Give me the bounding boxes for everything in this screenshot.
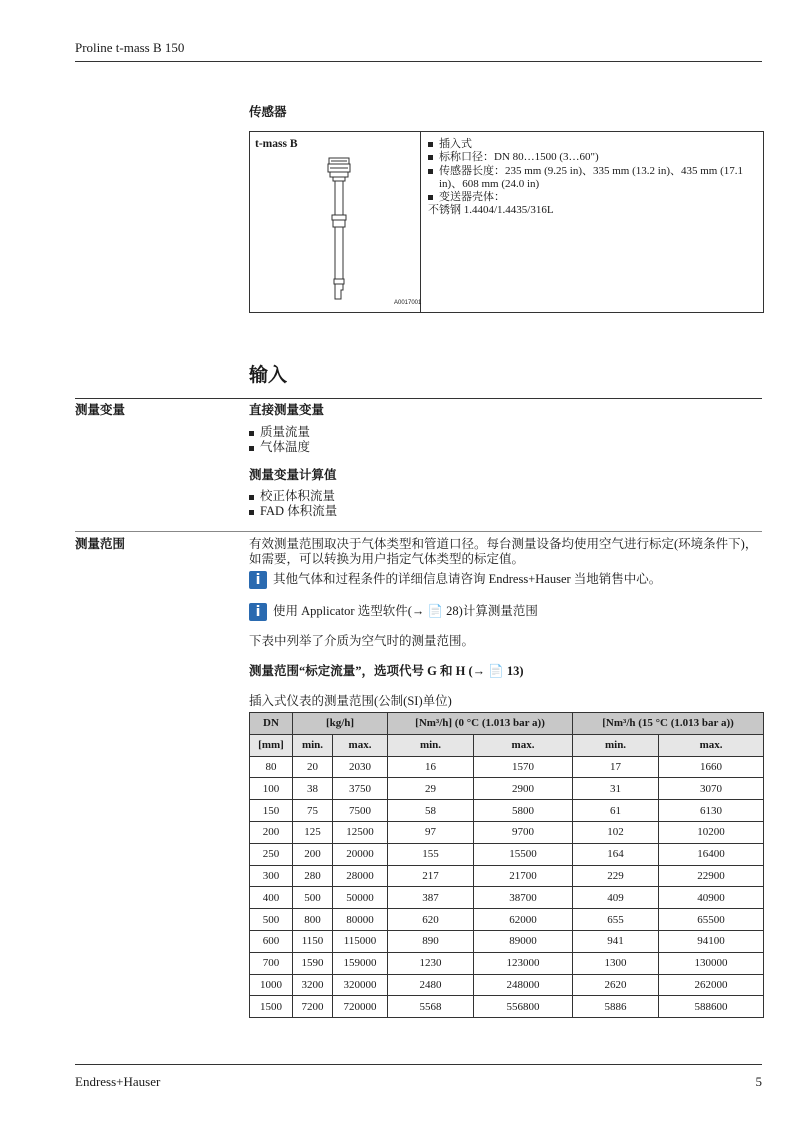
sensor-spec-item: 标称口径：DN 80…1500 (3…60"): [428, 151, 758, 164]
table-cell: 7500: [333, 800, 388, 822]
table-cell: 12500: [333, 821, 388, 843]
table-cell: 155: [388, 843, 474, 865]
table-cell: 65500: [659, 909, 764, 931]
header-nm3h-0c: [Nm³/h] (0 °C (1.013 bar a)): [388, 713, 573, 735]
table-cell: 3750: [333, 778, 388, 800]
subheader-cell: min.: [573, 734, 659, 756]
table-subheader-row: [250, 734, 764, 756]
table-cell: 58: [388, 800, 474, 822]
table-cell: 1590: [293, 952, 333, 974]
note-applicator-text: 使用 Applicator 选型软件(→ 📄 28)计算测量范围: [273, 603, 538, 618]
table-cell: 80: [250, 756, 293, 778]
table-cell: 31: [573, 778, 659, 800]
table-cell: 280: [293, 865, 333, 887]
table-cell: 2480: [388, 974, 474, 996]
table-cell: 2030: [333, 756, 388, 778]
table-cell: 16: [388, 756, 474, 778]
header-nm3h-15c: [Nm³/h (15 °C (1.013 bar a)): [573, 713, 764, 735]
table-cell: 1150: [293, 930, 333, 952]
table-cell: 94100: [659, 930, 764, 952]
table-row: [250, 930, 764, 952]
table-row: [250, 843, 764, 865]
table-cell: 22900: [659, 865, 764, 887]
table-cell: 123000: [474, 952, 573, 974]
table-cell: 62000: [474, 909, 573, 931]
table-cell: 1230: [388, 952, 474, 974]
table-row: [250, 887, 764, 909]
subheader-cell: max.: [333, 734, 388, 756]
sensor-spec-item: 变送器壳体：: [428, 191, 758, 204]
table-cell: 16400: [659, 843, 764, 865]
table-cell: 720000: [333, 996, 388, 1018]
table-cell: 2620: [573, 974, 659, 996]
table-cell: 5800: [474, 800, 573, 822]
page-number: 5: [755, 1074, 762, 1089]
sensor-box: [249, 131, 764, 313]
direct-variable-item: 气体温度: [249, 440, 310, 455]
table-cell: 556800: [474, 996, 573, 1018]
table-cell: 600: [250, 930, 293, 952]
figure-code: A0017001: [394, 300, 422, 306]
sensor-model-label: t-mass B: [255, 138, 298, 150]
subheader-cell: min.: [293, 734, 333, 756]
subsection-rule: [75, 531, 762, 532]
table-cell: 229: [573, 865, 659, 887]
table-cell: 159000: [333, 952, 388, 974]
table-cell: 620: [388, 909, 474, 931]
table-cell: 588600: [659, 996, 764, 1018]
table-row: [250, 756, 764, 778]
table-cell: 1570: [474, 756, 573, 778]
table-row: [250, 821, 764, 843]
table-cell: 200: [250, 821, 293, 843]
table-cell: 115000: [333, 930, 388, 952]
table-cell: 200: [293, 843, 333, 865]
table-cell: 248000: [474, 974, 573, 996]
sensor-spec-item: 传感器长度：235 mm (9.25 in)、335 mm (13.2 in)、435 mm (17.1 in)、608 mm (24.0 in): [428, 165, 758, 192]
table-cell: 102: [573, 821, 659, 843]
table-row: [250, 996, 764, 1018]
calculated-variable-item: 校正体积流量: [249, 489, 337, 504]
table-row: [250, 865, 764, 887]
table-intro: 下表中列举了介质为空气时的测量范围。: [249, 634, 475, 648]
footer-brand: Endress+Hauser: [75, 1074, 161, 1089]
section-rule: [75, 398, 762, 399]
table-cell: 1000: [250, 974, 293, 996]
calculated-variable-item: FAD 体积流量: [249, 504, 337, 519]
direct-variable-item: 质量流量: [249, 425, 310, 440]
table-cell: 5886: [573, 996, 659, 1018]
subheader-cell: [mm]: [250, 734, 293, 756]
table-cell: 10200: [659, 821, 764, 843]
range-subheading: 测量范围“标定流量”，选项代号 G 和 H (→ 📄 13): [249, 664, 524, 678]
table-cell: 97: [388, 821, 474, 843]
table-cell: 40900: [659, 887, 764, 909]
table-cell: 100: [250, 778, 293, 800]
table-cell: 409: [573, 887, 659, 909]
table-cell: 20: [293, 756, 333, 778]
info-icon: i: [249, 571, 267, 589]
table-cell: 80000: [333, 909, 388, 931]
table-cell: 75: [293, 800, 333, 822]
measuring-range-label: 测量范围: [75, 537, 126, 551]
table-cell: 3070: [659, 778, 764, 800]
table-cell: 7200: [293, 996, 333, 1018]
table-cell: 6130: [659, 800, 764, 822]
table-cell: 500: [293, 887, 333, 909]
table-cell: 890: [388, 930, 474, 952]
table-cell: 164: [573, 843, 659, 865]
measured-variable-label: 测量变量: [75, 403, 126, 417]
table-cell: 400: [250, 887, 293, 909]
table-cell: 89000: [474, 930, 573, 952]
note-contact: [249, 571, 762, 589]
table-cell: 9700: [474, 821, 573, 843]
note-contact-text: 其他气体和过程条件的详细信息请咨询 Endress+Hauser 当地销售中心。: [273, 571, 662, 586]
calculated-variable-heading: 测量变量计算值: [249, 468, 337, 482]
direct-variable-list: [249, 425, 310, 455]
table-cell: 250: [250, 843, 293, 865]
table-cell: 38: [293, 778, 333, 800]
table-cell: 50000: [333, 887, 388, 909]
header-rule: [75, 61, 762, 62]
table-cell: 262000: [659, 974, 764, 996]
table-cell: 150: [250, 800, 293, 822]
note-applicator: [249, 603, 762, 621]
table-cell: 38700: [474, 887, 573, 909]
info-icon: i: [249, 603, 267, 621]
table-row: [250, 952, 764, 974]
table-cell: 20000: [333, 843, 388, 865]
table-cell: 21700: [474, 865, 573, 887]
table-cell: 941: [573, 930, 659, 952]
document-header-title: Proline t-mass B 150: [75, 40, 185, 55]
table-row: [250, 974, 764, 996]
section-title-input: 输入: [249, 365, 288, 386]
table-cell: 1300: [573, 952, 659, 974]
table-cell: 217: [388, 865, 474, 887]
sensor-heading: 传感器: [249, 105, 287, 119]
table-cell: 17: [573, 756, 659, 778]
table-cell: 300: [250, 865, 293, 887]
table-cell: 700: [250, 952, 293, 974]
table-cell: 29: [388, 778, 474, 800]
table-cell: 655: [573, 909, 659, 931]
table-cell: 5568: [388, 996, 474, 1018]
table-header-row: [250, 713, 764, 735]
measuring-range-paragraph: 有效测量范围取决于气体类型和管道口径。每台测量设备均使用空气进行标定(环境条件下)，如需要，可以转换为用户指定气体类型的标定值。: [249, 537, 758, 566]
sensor-figure-cell: [250, 132, 421, 312]
table-cell: 3200: [293, 974, 333, 996]
table-row: [250, 800, 764, 822]
table-cell: 15500: [474, 843, 573, 865]
sensor-spec-cell: [428, 138, 758, 218]
table-cell: 2900: [474, 778, 573, 800]
header-dn: DN: [250, 713, 293, 735]
subheader-cell: max.: [659, 734, 764, 756]
insertion-sensor-drawing: [320, 156, 360, 301]
table-cell: 130000: [659, 952, 764, 974]
table-cell: 387: [388, 887, 474, 909]
subheader-cell: min.: [388, 734, 474, 756]
measuring-range-table: [249, 712, 764, 1018]
table-cell: 61: [573, 800, 659, 822]
table-cell: 1500: [250, 996, 293, 1018]
sensor-spec-item: 插入式: [428, 138, 758, 151]
subheader-cell: max.: [474, 734, 573, 756]
housing-material: 不锈钢 1.4404/1.4435/316L: [428, 204, 554, 217]
table-cell: 800: [293, 909, 333, 931]
table-cell: 125: [293, 821, 333, 843]
table-caption: 插入式仪表的测量范围(公制(SI)单位): [249, 694, 452, 708]
table-row: [250, 778, 764, 800]
direct-variable-heading: 直接测量变量: [249, 403, 325, 417]
table-cell: 500: [250, 909, 293, 931]
table-cell: 1660: [659, 756, 764, 778]
table-row: [250, 909, 764, 931]
calculated-variable-list: [249, 489, 337, 519]
header-kgh: [kg/h]: [293, 713, 388, 735]
table-cell: 28000: [333, 865, 388, 887]
table-body: [250, 756, 764, 1018]
footer-rule: [75, 1064, 762, 1065]
table-cell: 320000: [333, 974, 388, 996]
sensor-spec-list: [428, 138, 758, 204]
